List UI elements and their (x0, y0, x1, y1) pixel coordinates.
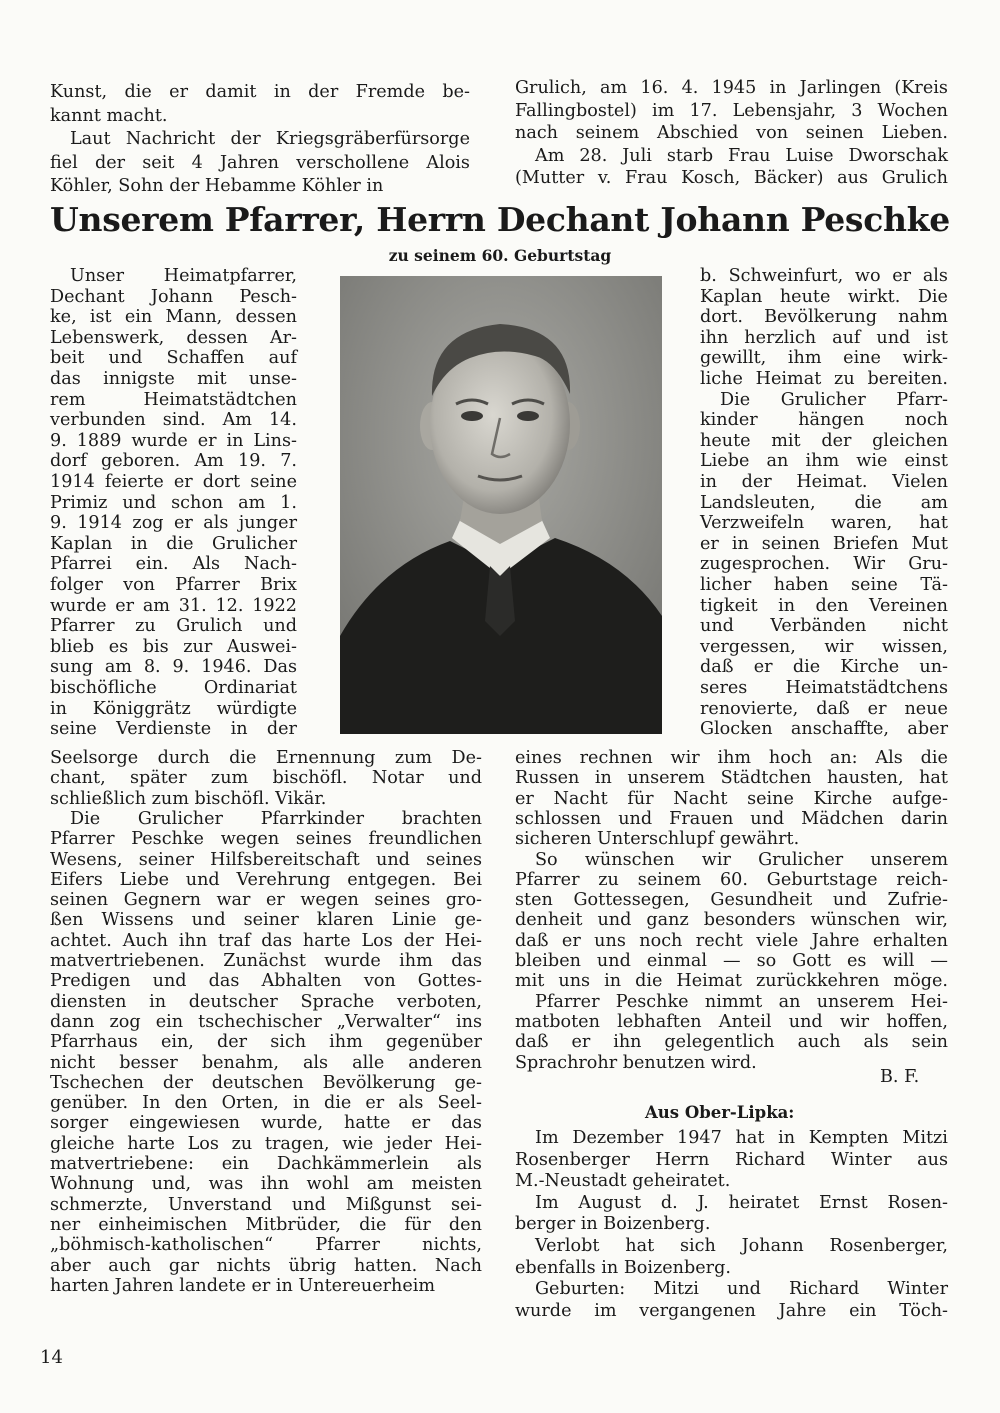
text-line: „böhmisch-katholischen“ Pfarrer nichts, (50, 1235, 482, 1256)
page-number: 14 (40, 1347, 63, 1368)
text-line: daß er uns noch recht viele Jahre erhalten (515, 930, 948, 951)
text-line: Pfarrhaus ein, der sich ihm gegenüber (50, 1032, 482, 1053)
text-line: genüber. In den Orten, in die er als Seel- (50, 1093, 482, 1114)
text-line: sicheren Unterschlupf gewährt. (515, 829, 800, 850)
article-subtitle: zu seinem 60. Geburtstag (388, 246, 612, 265)
text-line: dorf geboren. Am 19. 7. (50, 451, 297, 472)
text-line: achtet. Auch ihn traf das harte Los der Hei- (50, 930, 482, 951)
portrait-photo (340, 276, 662, 734)
text-line: und Verbänden nicht (700, 616, 948, 637)
text-line: blieb es bis zur Auswei- (50, 636, 297, 657)
text-line: Kaplan heute wirkt. Die (700, 286, 948, 307)
text-line: ßen Wissens und seiner klaren Linie ge- (50, 910, 482, 931)
text-line: liche Heimat zu bereiten. (700, 369, 948, 389)
text-line: Pfarrer zu seinem 60. Geburtstage reich- (515, 869, 948, 890)
text-line: Pfarrer Peschke nimmt an unserem Hei- (535, 991, 948, 1012)
text-line: Köhler, Sohn der Hebamme Köhler in (50, 176, 384, 196)
text-line: vergessen, wir wissen, (700, 636, 948, 657)
text-line: er Nacht für Nacht seine Kirche aufge- (515, 788, 948, 809)
text-line: wurde im vergangenen Jahre ein Töch- (515, 1300, 948, 1321)
text-line: Pfarrei ein. Als Nach- (50, 554, 297, 575)
text-line: Grulich, am 16. 4. 1945 in Jarlingen (Kreis (515, 78, 948, 98)
text-line: Die Grulicher Pfarr- (720, 389, 948, 410)
text-line: berger in Boizenberg. (515, 1214, 711, 1235)
text-line: So wünschen wir Grulicher unserem (535, 849, 948, 870)
text-line: Eifers Liebe und Verehrung entgegen. Bei (50, 869, 482, 890)
text-line: Pfarrer Peschke wegen seines freundlichen (50, 829, 482, 850)
text-line: Lebenswerk, dessen Ar- (50, 327, 297, 348)
text-line: ebenfalls in Boizenberg. (515, 1257, 731, 1278)
text-line: Primiz und schon am 1. (50, 492, 297, 513)
text-line: Tschechen der deutschen Bevölkerung ge- (50, 1072, 482, 1093)
text-line: ihn herzlich auf und ist (700, 327, 948, 348)
text-line: harten Jahren landete er in Untereuerheim (50, 1275, 436, 1296)
text-line: Glocken anschaffte, aber (700, 719, 948, 740)
text-line: gewillt, ihm eine wirk- (700, 348, 948, 369)
text-line: fiel der seit 4 Jahren verschollene Alois (50, 152, 470, 173)
text-line: Kunst, die er damit in der Fremde be- (50, 82, 470, 102)
text-line: matvertriebenen. Zunächst wurde ihm das (50, 951, 482, 971)
text-line: Sprachrohr benutzen wird. (515, 1052, 757, 1073)
text-line: eines rechnen wir ihm hoch an: Als die (515, 748, 948, 768)
text-line: matboten lebhaften Anteil und wir hoffen, (515, 1011, 948, 1032)
text-line: Russen in unserem Städtchen hausten, hat (515, 768, 948, 789)
text-line: ner einheimischen Mitbrüder, die für den (50, 1214, 482, 1235)
portrait-photo-image (340, 276, 662, 734)
text-line: matvertriebene: ein Dachkämmerlein als (50, 1154, 482, 1174)
text-line: Seelsorge durch die Ernennung zum De- (50, 748, 482, 768)
text-line: chant, später zum bischöfl. Notar und (50, 768, 482, 789)
text-line: Dechant Johann Pesch- (50, 286, 297, 307)
text-line: Laut Nachricht der Kriegsgräberfürsorge (70, 129, 470, 149)
text-line: Predigen und das Abhalten von Gottes- (50, 971, 482, 992)
text-line: Wesens, seiner Hilfsbereitschaft und seines (50, 849, 482, 870)
text-line: gleiche harte Los zu tragen, wie jeder Hei- (50, 1133, 482, 1154)
text-line: Fallingbostel) im 17. Lebensjahr, 3 Wochen (515, 100, 948, 121)
text-line: beit und Schaffen auf (50, 348, 297, 369)
text-line: sung am 8. 9. 1946. Das (50, 657, 297, 678)
text-line: (Mutter v. Frau Kosch, Bäcker) aus Grulich (515, 168, 948, 188)
text-line: daß er ihn gelegentlich auch als sein (515, 1032, 948, 1053)
text-line: dann zog ein tschechischer „Verwalter“ ins (50, 1011, 482, 1032)
text-line: nicht besser benahm, als alle anderen (50, 1052, 482, 1073)
text-line: Wohnung und, was ihn wohl am meisten (50, 1174, 482, 1195)
text-line: bleiben und einmal — so Gott es will — (515, 951, 948, 971)
text-line: wurde er am 31. 12. 1922 (50, 595, 297, 616)
text-line: seres Heimatstädtchens (700, 678, 948, 698)
text-line: aber auch gar nichts übrig hatten. Nach (50, 1255, 482, 1276)
text-line: b. Schweinfurt, wo er als (700, 266, 948, 286)
text-line: Pfarrer zu Grulich und (50, 616, 297, 637)
text-line: denheit und ganz besonders wünschen wir, (515, 910, 948, 931)
text-line: Verlobt hat sich Johann Rosenberger, (535, 1236, 948, 1256)
text-line: Liebe an ihm wie einst (700, 451, 948, 472)
text-line: in der Heimat. Vielen (700, 472, 948, 492)
text-line: licher haben seine Tä- (700, 575, 948, 595)
text-line: seine Verdienste in der (50, 719, 297, 740)
text-line: Geburten: Mitzi und Richard Winter (535, 1279, 948, 1300)
text-line: daß er die Kirche un- (700, 657, 948, 678)
text-line: sorger eingewiesen wurde, hatte er das (50, 1113, 482, 1134)
text-line: 1914 feierte er dort seine (50, 472, 297, 492)
article-title: Unserem Pfarrer, Herrn Dechant Johann Peschke (50, 200, 950, 239)
text-line: seinen Gegnern war er wegen seines gro- (50, 890, 482, 911)
text-line: in Königgrätz würdigte (50, 698, 297, 719)
text-line: sten Gottessegen, Gesundheit und Zufrie- (515, 890, 948, 911)
signature: B. F. (880, 1067, 920, 1087)
text-line: Die Grulicher Pfarrkinder brachten (70, 808, 482, 829)
text-line: 9. 1889 wurde er in Lins- (50, 430, 297, 451)
text-line: kinder hängen noch (700, 410, 948, 431)
text-line: folger von Pfarrer Brix (50, 575, 297, 595)
text-line: diensten in deutscher Sprache verboten, (50, 991, 482, 1012)
text-line: dort. Bevölkerung nahm (700, 307, 948, 328)
text-line: Unser Heimatpfarrer, (70, 266, 297, 286)
text-line: das innigste mit unse- (50, 369, 297, 389)
text-line: M.-Neustadt geheiratet. (515, 1171, 731, 1192)
ober-lipka-heading: Aus Ober-Lipka: (645, 1103, 795, 1122)
text-line: Verzweifeln waren, hat (700, 513, 948, 534)
text-line: 9. 1914 zog er als junger (50, 513, 297, 534)
text-line: schließlich zum bischöfl. Vikär. (50, 788, 327, 809)
text-line: schlossen und Frauen und Mädchen darin (515, 808, 948, 829)
text-line: renovierte, daß er neue (700, 698, 948, 719)
text-line: kannt macht. (50, 105, 168, 126)
text-line: mit uns in die Heimat zurückkehren möge. (515, 971, 948, 992)
text-line: zugesprochen. Wir Gru- (700, 554, 948, 575)
text-line: Landsleuten, die am (700, 492, 948, 513)
text-line: bischöfliche Ordinariat (50, 678, 297, 698)
text-line: rem Heimatstädtchen (50, 389, 297, 410)
text-line: Im August d. J. heiratet Ernst Rosen- (535, 1192, 948, 1213)
text-line: heute mit der gleichen (700, 430, 948, 451)
text-line: ke, ist ein Mann, dessen (50, 307, 297, 328)
text-line: verbunden sind. Am 14. (50, 410, 297, 431)
text-line: Kaplan in die Grulicher (50, 533, 297, 554)
text-line: Rosenberger Herrn Richard Winter aus (515, 1149, 948, 1170)
text-line: er in seinen Briefen Mut (700, 533, 948, 554)
text-line: Am 28. Juli starb Frau Luise Dworschak (535, 145, 948, 166)
text-line: schmerzte, Unverstand und Mißgunst sei- (50, 1194, 482, 1215)
text-line: nach seinem Abschied von seinen Lieben. (515, 123, 948, 143)
text-line: Im Dezember 1947 hat in Kempten Mitzi (535, 1128, 948, 1148)
text-line: tigkeit in den Vereinen (700, 595, 948, 616)
